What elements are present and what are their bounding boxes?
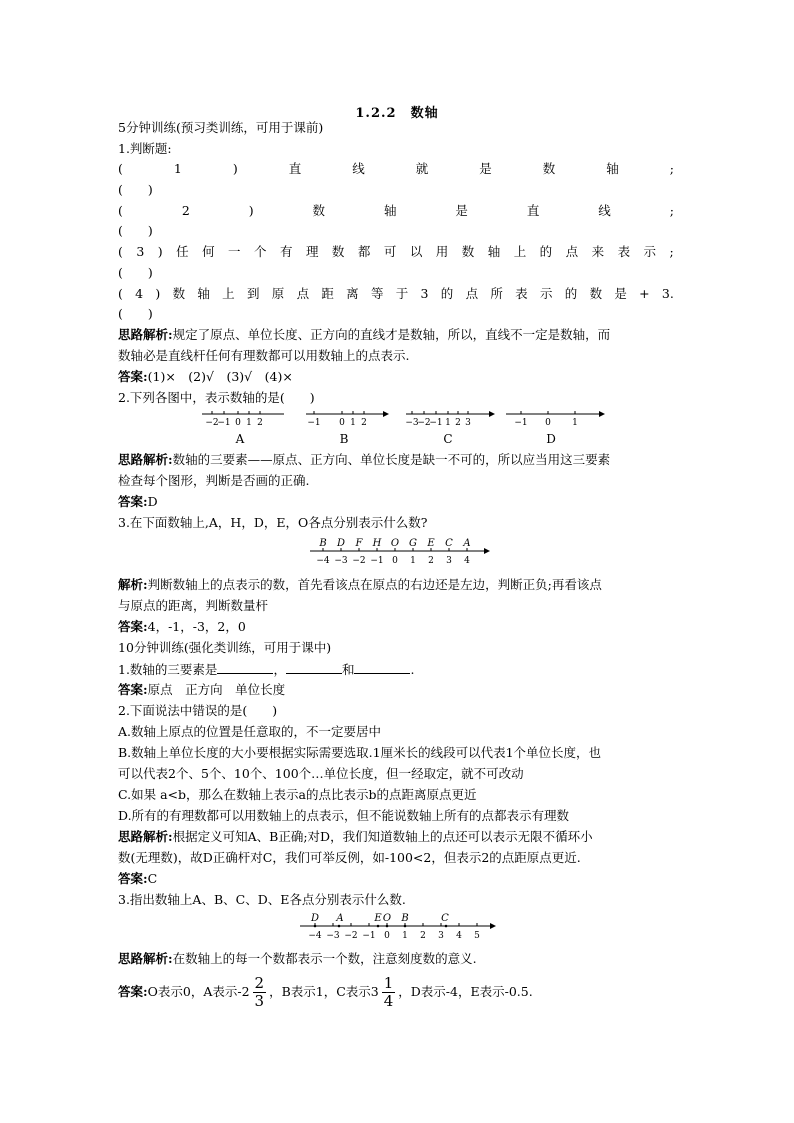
fig-c-tick: 2 [455, 418, 461, 428]
q2-stem: 2.下列各图中，表示数轴的是( ) [118, 390, 315, 405]
point-label: C [441, 913, 449, 924]
q2-analysis-line-2: 检查每个图形，判断是否画的正确. [118, 473, 310, 488]
r2-option-d: D.所有的有理数都可以用数轴上的点表示，但不能说数轴上所有的点都表示有理数 [118, 808, 570, 823]
r2-answer: 答案:C [118, 871, 158, 886]
tick-label: 2 [420, 931, 426, 941]
fig-b-label: B [339, 432, 349, 446]
r2-option-a: A.数轴上原点的位置是任意取的，不一定要居中 [118, 724, 382, 739]
fig-c-tick: 3 [465, 418, 471, 428]
page-title: 1.2.2 数轴 [355, 106, 439, 121]
tick-label: −4 [308, 931, 322, 941]
r1-stem: 1.数轴的三要素是 ， 和 . [118, 662, 415, 677]
tick-label: 5 [474, 931, 480, 941]
q1-item-1-paren: ( ) [118, 182, 153, 197]
q2-answer: 答案:D [118, 494, 158, 509]
fig-a-tick: 0 [235, 418, 241, 428]
r2-option-b-line-2: 可以代表2个、5个、10个、100个…单位长度，但一经取定，就不可改动 [118, 766, 524, 781]
tick-label: 1 [402, 931, 408, 941]
section-heading-10min: 10分钟训练(强化类训练，可用于课中) [118, 640, 332, 655]
figure-d [506, 411, 604, 446]
fraction-one-quarter: $\frac{1}{4}$ [383, 974, 394, 1010]
r3-number-line [298, 910, 498, 944]
tick-label: −2 [344, 931, 358, 941]
figure-a [202, 411, 284, 446]
q1-stem: 1.判断题: [118, 141, 172, 156]
fig-b-tick: −1 [307, 418, 321, 428]
point-label: H [372, 538, 382, 549]
figure-b [306, 411, 388, 446]
q1-item-3: ( 3 ) 任 何 一 个 有 理 数 都 可 以 用 数 轴 上 的 点 来 表 示 ; [118, 244, 674, 259]
fig-d-tick: −1 [514, 418, 528, 428]
q3-stem: 3.在下面数轴上,A，H，D，E，O各点分别表示什么数? [118, 515, 428, 530]
point-label: O [382, 913, 392, 924]
q2-figures [196, 408, 608, 448]
fig-c-tick: −1 [429, 418, 443, 428]
q1-item-4-paren: ( ) [118, 306, 153, 321]
fig-b-tick: 1 [350, 418, 356, 428]
fig-d-tick: 0 [545, 418, 551, 428]
point-label: A [336, 913, 344, 924]
point-label: B [401, 913, 409, 924]
fig-a-tick: 2 [257, 418, 263, 428]
point-label: O [390, 538, 400, 549]
q3-analysis-line-1: 解析:判断数轴上的点表示的数，首先看该点在原点的右边还是左边，判断正负;再看该点 [118, 577, 602, 592]
point-label: B [319, 538, 327, 549]
point-label: G [409, 538, 417, 549]
q1-analysis-line-2: 数轴必是直线杆任何有理数都可以用数轴上的点表示. [118, 348, 410, 363]
q1-analysis-line-1: 思路解析:规定了原点、单位长度、正方向的直线才是数轴，所以，直线不一定是数轴，而 [118, 327, 611, 342]
q1-item-1: ( 1 ) 直 线 就 是 数 轴 ; [118, 161, 674, 176]
tick-label: −3 [334, 556, 348, 566]
r2-analysis-line-1: 思路解析:根据定义可知A、B正确;对D，我们知道数轴上的点还可以表示无限不循环小 [118, 829, 593, 844]
tick-label: 3 [446, 556, 452, 566]
r3-analysis: 思路解析:在数轴上的每一个数都表示一个数，注意刻度数的意义. [118, 951, 477, 966]
tick-label: 4 [456, 931, 462, 941]
tick-label: 0 [392, 556, 398, 566]
fig-d-label: D [546, 432, 556, 446]
q3-answer: 答案:4，-1，-3，2，0 [118, 619, 246, 634]
fig-a-label: A [235, 432, 245, 446]
q1-answer: 答案:(1)× (2)√ (3)√ (4)× [118, 369, 293, 384]
fill-blank[interactable] [354, 661, 410, 674]
r3-answer: 答案:O表示0，A表示-2 $\frac{2}{3}$ ，B表示1，C表示3 $\frac{1}{4}$ ，D表示-4，E表示-0.5. [118, 974, 533, 1010]
r1-answer: 答案:原点 正方向 单位长度 [118, 682, 286, 697]
point-label: C [445, 538, 453, 549]
point-label: D [336, 538, 346, 549]
fig-a-tick: −1 [217, 418, 231, 428]
q3-number-line [308, 535, 492, 569]
section-heading-5min: 5分钟训练(预习类训练，可用于课前) [118, 120, 324, 135]
fig-a-tick: 1 [246, 418, 252, 428]
point-label: D [310, 913, 320, 924]
fill-blank[interactable] [217, 661, 273, 674]
q1-item-2: ( 2 ) 数 轴 是 直 线 ; [118, 203, 674, 218]
tick-label: −4 [316, 556, 330, 566]
fig-b-tick: 2 [361, 418, 367, 428]
figure-c [405, 411, 494, 446]
tick-label: −1 [370, 556, 384, 566]
tick-label: 2 [428, 556, 434, 566]
r2-stem: 2.下面说法中错误的是( ) [118, 703, 278, 718]
q1-item-2-paren: ( ) [118, 223, 153, 238]
q2-analysis-line-1: 思路解析:数轴的三要素——原点、正方向、单位长度是缺一不可的，所以应当用这三要素 [118, 452, 611, 467]
fig-c-tick: −3 [405, 418, 419, 428]
q1-item-4: ( 4 ) 数 轴 上 到 原 点 距 离 等 于 3 的 点 所 表 示 的 数 是 + 3. [118, 286, 674, 301]
q1-item-3-paren: ( ) [118, 265, 153, 280]
fill-blank[interactable] [286, 661, 342, 674]
tick-label: 4 [464, 556, 470, 566]
tick-label: −2 [352, 556, 366, 566]
fraction-two-thirds: $\frac{2}{3}$ [254, 974, 265, 1010]
point-label: F [355, 538, 363, 549]
tick-label: 0 [384, 931, 390, 941]
fig-c-label: C [443, 432, 453, 446]
r2-option-b-line-1: B.数轴上单位长度的大小要根据实际需要选取.1厘米长的线段可以代表1个单位长度，也 [118, 745, 602, 760]
fig-d-tick: 1 [572, 418, 578, 428]
tick-label: −1 [362, 931, 376, 941]
fig-c-tick: 1 [445, 418, 451, 428]
q3-analysis-line-2: 与原点的距离，判断数量杆 [118, 598, 269, 613]
fig-b-tick: 0 [339, 418, 345, 428]
tick-label: −3 [326, 931, 340, 941]
fig-a-tick: −2 [205, 418, 219, 428]
r2-option-c: C.如果 a<b，那么在数轴上表示a的点比表示b的点距离原点更近 [118, 787, 477, 802]
point-label: E [374, 913, 382, 924]
tick-label: 1 [410, 556, 416, 566]
r3-stem: 3.指出数轴上A、B、C、D、E各点分别表示什么数. [118, 892, 406, 907]
r2-analysis-line-2: 数(无理数)，故D正确杆对C，我们可举反例，如-100<2，但表示2的点距原点更近. [118, 850, 581, 865]
point-label: A [463, 538, 471, 549]
fig-c-tick: −2 [417, 418, 431, 428]
point-label: E [427, 538, 435, 549]
tick-label: 3 [438, 931, 444, 941]
